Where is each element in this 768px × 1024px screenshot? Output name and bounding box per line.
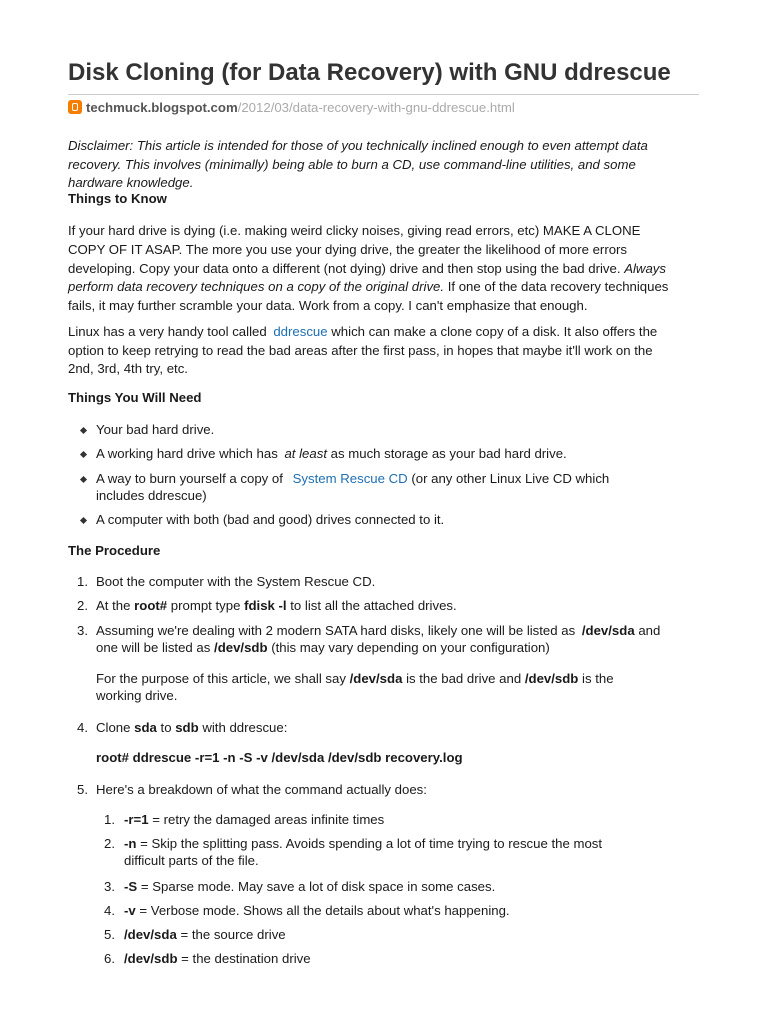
option-desc: = Verbose mode. Shows all the details about what's happening. (139, 903, 510, 918)
text-run: For the purpose of this article, we shall say (96, 671, 346, 686)
paragraph-ddrescue (68, 323, 708, 379)
option-item (124, 926, 286, 944)
paragraph-line: If your hard drive is dying (i.e. making weird clicky noises, giving read errors, etc) MAKE A CLONE (68, 223, 641, 238)
step-number: 1. (77, 574, 88, 589)
source-path: /2012/03/data-recovery-with-gnu-ddrescue.html (237, 100, 515, 115)
ddrescue-link[interactable]: ddrescue (273, 324, 328, 339)
step-item: Here's a breakdown of what the command actually does: (96, 782, 427, 797)
disclaimer-line: recovery. This involves (minimally) being able to burn a CD, use command-line utilities, and some (68, 156, 636, 172)
step-item-continuation (96, 639, 550, 657)
code-term: fdisk -l (244, 598, 287, 613)
paragraph-line: 2nd, 3rd, 4th try, etc. (68, 361, 188, 376)
code-term: /dev/sdb (214, 640, 268, 655)
text-run: and (638, 623, 661, 638)
bullet-icon (80, 427, 87, 434)
list-item-continuation: includes ddrescue) (96, 488, 207, 503)
step-number: 2. (77, 598, 88, 613)
step-item (96, 622, 660, 640)
heading-the-procedure: The Procedure (68, 543, 161, 558)
option-flag: -r=1 (124, 812, 149, 827)
disclaimer-line: hardware knowledge. (68, 175, 194, 190)
option-number: 5. (104, 927, 115, 942)
option-item (124, 878, 495, 896)
text-run: is the (582, 671, 614, 686)
text-run: developing. Copy your data onto a different (not dying) drive and then stop using the bad drive. (68, 260, 621, 276)
step-number: 4. (77, 720, 88, 735)
step-item (96, 597, 457, 615)
option-desc: = the destination drive (181, 951, 311, 966)
text-run: to (160, 720, 172, 735)
option-flag: -v (124, 903, 136, 918)
emphasis: perform data recovery techniques on a copy of the original drive. (68, 279, 445, 295)
option-flag: -S (124, 879, 138, 894)
paragraph-line (68, 323, 708, 342)
code-term: sdb (175, 720, 199, 735)
option-flag: -n (124, 836, 137, 851)
step-note-continuation: working drive. (96, 688, 178, 703)
option-desc: = Skip the splitting pass. Avoids spending a lot of time trying to rescue the most (140, 836, 603, 851)
page-title: Disk Cloning (for Data Recovery) with GNU ddrescue (68, 59, 671, 86)
text-run: is the bad drive and (406, 671, 522, 686)
title-divider (68, 94, 699, 95)
option-number: 6. (104, 951, 115, 966)
step-item: Boot the computer with the System Rescue CD. (96, 574, 376, 589)
bullet-icon (80, 451, 87, 458)
code-term: /dev/sda (349, 671, 403, 686)
text-run: to list all the attached drives. (290, 598, 457, 613)
option-flag: /dev/sda (124, 927, 177, 942)
option-item (124, 902, 510, 920)
option-desc: = retry the damaged areas infinite times (152, 812, 385, 827)
paragraph-line: option to keep retrying to read the bad areas after the first pass, in hopes that maybe it'll work on the (68, 342, 653, 358)
text-run: with ddrescue: (202, 720, 288, 735)
code-term: sda (134, 720, 157, 735)
option-item (124, 811, 384, 829)
text-run: (this may vary depending on your configuration) (271, 640, 550, 655)
disclaimer-line: Disclaimer: This article is intended for those of you technically inclined enough to even attempt data (68, 138, 648, 153)
step-number: 5. (77, 782, 88, 797)
command-line: root# ddrescue -r=1 -n -S -v /dev/sda /dev/sdb recovery.log (96, 750, 463, 765)
heading-things-you-will-need: Things You Will Need (68, 390, 202, 405)
list-item: Your bad hard drive. (96, 422, 215, 437)
option-item-continuation: difficult parts of the file. (124, 853, 259, 868)
source-line (68, 99, 515, 117)
option-number: 1. (104, 812, 115, 827)
code-term: root# (134, 598, 168, 613)
paragraph-clone-warning (68, 222, 708, 316)
text-run: which can make a clone copy of a disk. It also offers the (331, 324, 658, 339)
heading-things-to-know: Things to Know (68, 191, 167, 206)
source-domain-link[interactable]: techmuck.blogspot.com (86, 100, 238, 115)
bullet-icon (80, 476, 87, 483)
text-run: Assuming we're dealing with 2 modern SATA hard disks, likely one will be listed as (96, 623, 576, 638)
text-run: as much storage as your bad hard drive. (330, 446, 567, 461)
text-run: one will be listed as (96, 640, 211, 655)
disclaimer (68, 137, 708, 192)
option-desc: = Sparse mode. May save a lot of disk space in some cases. (140, 879, 496, 894)
option-item (124, 835, 602, 853)
list-item: A computer with both (bad and good) drives connected to it. (96, 512, 445, 527)
list-item (96, 445, 567, 463)
option-number: 4. (104, 903, 115, 918)
paragraph-line (68, 260, 708, 279)
list-item (96, 470, 609, 488)
text-run: A working hard drive which has (96, 446, 278, 461)
paragraph-line: fails, it may further scramble your data. Work from a copy. I can't emphasize that enough. (68, 298, 588, 314)
option-number: 2. (104, 836, 115, 851)
option-desc: = the source drive (180, 927, 286, 942)
option-flag: /dev/sdb (124, 951, 178, 966)
text-run: At the (96, 598, 131, 613)
text-run: (or any other Linux Live CD which (411, 471, 610, 486)
system-rescue-cd-link[interactable]: System Rescue CD (292, 471, 408, 486)
emphasis: Always (624, 260, 666, 276)
step-number: 3. (77, 623, 88, 638)
text-run: Clone (96, 720, 131, 735)
step-note (96, 670, 614, 688)
text-run: A way to burn yourself a copy of (96, 471, 283, 486)
paragraph-line: COPY OF IT ASAP. The more you use your dying drive, the greater the likelihood of more errors (68, 241, 628, 257)
option-number: 3. (104, 879, 115, 894)
bullet-icon (80, 517, 87, 524)
text-run: If one of the data recovery techniques (447, 279, 669, 295)
blogger-icon (68, 100, 82, 114)
step-item (96, 719, 287, 737)
option-item (124, 950, 311, 968)
emphasis: at least (284, 446, 327, 461)
paragraph-line (68, 278, 708, 297)
code-term: /dev/sda (581, 623, 635, 638)
text-run: Linux has a very handy tool called (68, 324, 267, 339)
text-run: prompt type (170, 598, 241, 613)
code-term: /dev/sdb (524, 671, 579, 686)
